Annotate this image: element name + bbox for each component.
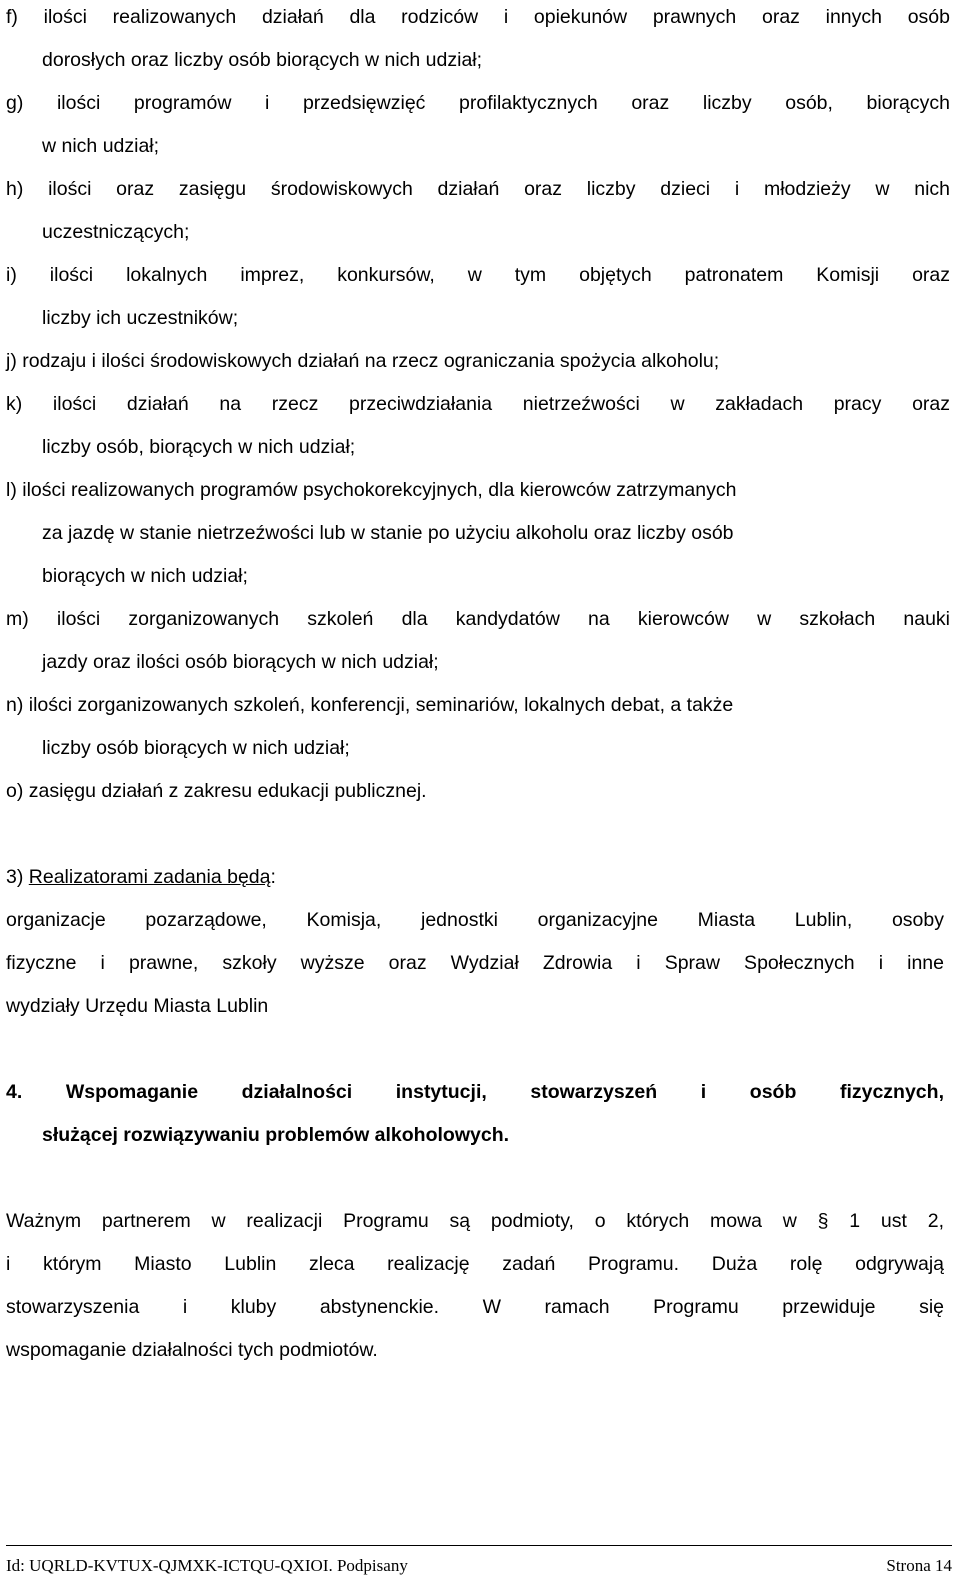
list-item-f-line-2: dorosłych oraz liczby osób biorących w nich udział; [42, 49, 483, 71]
list-item-i-line-2: liczby ich uczestników; [42, 307, 239, 329]
section-4-para-text-2: i którym Miasto Lublin zleca realizację zadań Programu. Duża rolę odgrywają [6, 1253, 944, 1275]
list-item-o-line-1: o) zasięgu działań z zakresu edukacji publicznej. [6, 780, 427, 802]
list-item-j-line-1: j) rodzaju i ilości środowiskowych działań na rzecz ograniczania spożycia alkoholu; [6, 350, 720, 372]
list-item-l-line-1: l) ilości realizowanych programów psychokorekcyjnych, dla kierowców zatrzymanych [6, 479, 737, 501]
section-3-line-2 [6, 951, 944, 975]
list-item-h-line-1 [6, 177, 950, 201]
section-3-heading-text: Realizatorami zadania będą [28, 866, 271, 888]
section-3-line-1 [6, 908, 944, 932]
section-4-para-line-4: wspomaganie działalności tych podmiotów. [6, 1339, 378, 1361]
list-item-m-line-1 [6, 607, 950, 631]
footer-page-number: Strona 14 [886, 1556, 952, 1575]
list-item-g-text-1: g) ilości programów i przedsięwzięć profilaktycznych oraz liczby osób, biorących [6, 92, 950, 114]
section-4-heading-line-2: służącej rozwiązywaniu problemów alkoholowych. [42, 1124, 510, 1146]
footer-divider [6, 1545, 952, 1546]
section-4-para-line-1 [6, 1209, 944, 1233]
section-4-para-text-3: stowarzyszenia i kluby abstynenckie. W ramach Programu przewiduje się [6, 1296, 944, 1318]
list-item-k-text-1: k) ilości działań na rzecz przeciwdziałania nietrzeźwości w zakładach pracy oraz [6, 393, 950, 415]
list-item-k-line-1 [6, 392, 950, 416]
list-item-g-line-1 [6, 91, 950, 115]
section-3-text-2: fizyczne i prawne, szkoły wyższe oraz Wydział Zdrowia i Spraw Społecznych i inne [6, 952, 944, 974]
section-4-para-line-3 [6, 1295, 944, 1319]
section-3-line-3: wydziały Urzędu Miasta Lublin [6, 995, 269, 1017]
list-item-i-line-1 [6, 263, 950, 287]
section-4-heading-line-1 [6, 1080, 944, 1104]
section-3-heading [6, 865, 276, 889]
list-item-f-text-1: f) ilości realizowanych działań dla rodziców i opiekunów prawnych oraz innych osób [6, 6, 950, 28]
list-item-h-line-2: uczestniczących; [42, 221, 190, 243]
section-4-para-line-2 [6, 1252, 944, 1276]
section-4-heading-text-1: 4. Wspomaganie działalności instytucji, stowarzyszeń i osób fizycznych, [6, 1081, 944, 1103]
section-3-text-1: organizacje pozarządowe, Komisja, jednostki organizacyjne Miasta Lublin, osoby [6, 909, 944, 931]
list-item-l-line-3: biorących w nich udział; [42, 565, 248, 587]
section-4-para-text-1: Ważnym partnerem w realizacji Programu są podmioty, o których mowa w § 1 ust 2, [6, 1210, 944, 1232]
list-item-l-line-2: za jazdę w stanie nietrzeźwości lub w stanie po użyciu alkoholu oraz liczby osób [42, 522, 734, 544]
list-item-h-text-1: h) ilości oraz zasięgu środowiskowych działań oraz liczby dzieci i młodzieży w nich [6, 178, 950, 200]
list-item-g-line-2: w nich udział; [42, 135, 160, 157]
list-item-f-line-1 [6, 5, 950, 29]
list-item-k-line-2: liczby osób, biorących w nich udział; [42, 436, 356, 458]
list-item-n-line-1: n) ilości zorganizowanych szkoleń, konferencji, seminariów, lokalnych debat, a także [6, 694, 734, 716]
list-item-n-line-2: liczby osób biorących w nich udział; [42, 737, 350, 759]
list-item-m-text-1: m) ilości zorganizowanych szkoleń dla kandydatów na kierowców w szkołach nauki [6, 608, 950, 630]
section-3-colon: : [270, 866, 276, 888]
list-item-i-text-1: i) ilości lokalnych imprez, konkursów, w tym objętych patronatem Komisji oraz [6, 264, 950, 286]
list-item-m-line-2: jazdy oraz ilości osób biorących w nich udział; [42, 651, 439, 673]
footer-document-id: Id: UQRLD-KVTUX-QJMXK-ICTQU-QXIOI. Podpisany [6, 1556, 408, 1575]
section-3-number: 3) [6, 866, 29, 888]
